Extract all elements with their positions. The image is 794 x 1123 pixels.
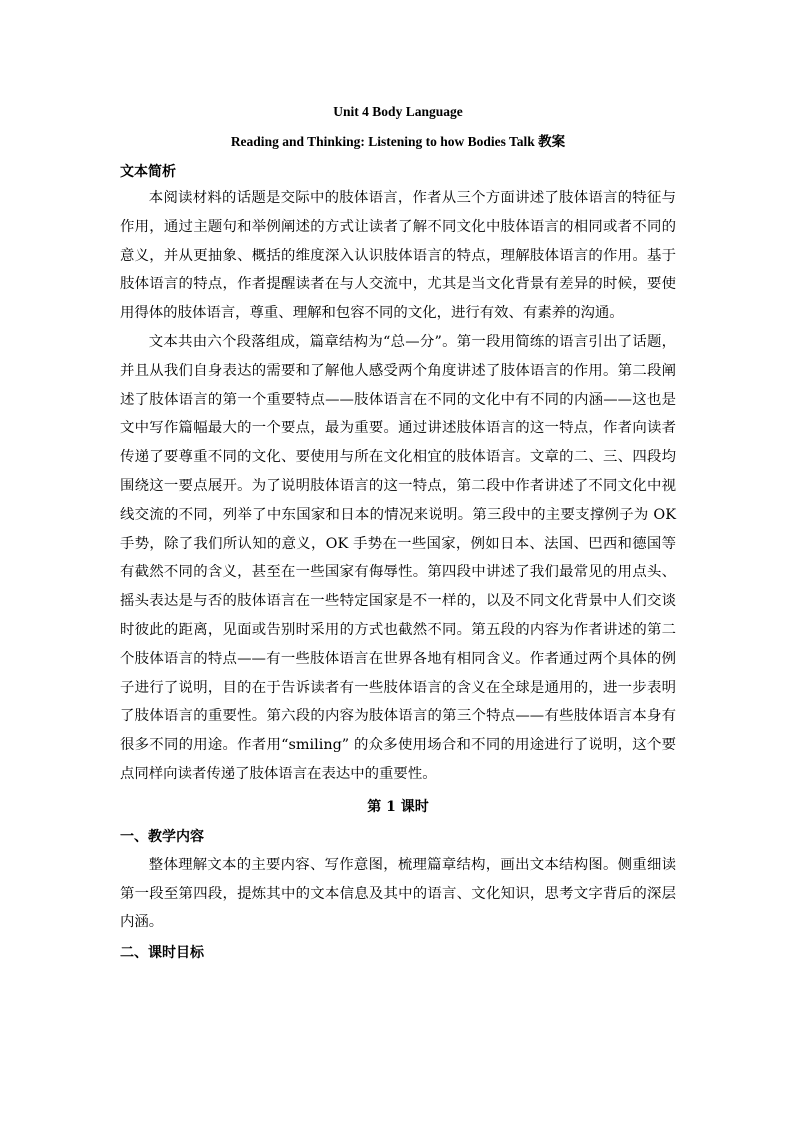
paragraph-teaching-content: 整体理解文本的主要内容、写作意图，梳理篇章结构，画出文本结构图。侧重细读第一段至第四段，提炼其中的文本信息及其中的语言、文化知识，思考文字背后的深层内涵。: [120, 856, 676, 931]
document-title: Unit 4 Body Language: [333, 104, 463, 119]
document-page: [120, 100, 676, 967]
section-heading-teaching-content: 一、教学内容: [120, 828, 204, 845]
document-subtitle: Reading and Thinking: Listening to how Bodies Talk 教案: [230, 134, 566, 149]
paragraph-intro: 本阅读材料的话题是交际中的肢体语言，作者从三个方面讲述了肢体语言的特征与作用，通过主题句和举例阐述的方式让读者了解不同文化中肢体语言的相同或者不同的意义，并从更抽象、概括的维度深入认识肢体语言的特点，理解肢体语言的作用。基于肢体语言的特点，作者提醒读者在与人交流中，尤其是当文化背景有差异的时候，要使用得体的肢体语言，尊重、理解和包容不同的文化，进行有效、有素养的沟通。: [120, 190, 676, 322]
paragraph-structure: 文本共由六个段落组成，篇章结构为“总—分”。第一段用简练的语言引出了话题，并且从我们自身表达的需要和了解他人感受两个角度讲述了肢体语言的作用。第二段阐述了肢体语言的第一个重要特点——肢体语言在不同的文化中有不同的内涵——这也是文中写作篇幅最大的一个要点，最为重要。通过讲述肢体语言的这一特点，作者向读者传递了要尊重不同的文化、要使用与所在文化相宜的肢体语言。文章的二、三、四段均围绕这一要点展开。为了说明肢体语言的这一特点，第二段中作者讲述了不同文化中视线交流的不同，列举了中东国家和日本的情况来说明。第三段中的主要支撑例子为 OK 手势，除了我们所认知的意义，OK 手势在一些国家，例如日本、法国、巴西和德国等有截然不同的含义，甚至在一些国家有侮辱性。第四段中讲述了我们最常见的用点头、摇头表达是与否的肢体语言在一些特定国家是不一样的，以及不同文化背景中人们交谈时彼此的距离，见面或告别时采用的方式也截然不同。第五段的内容为作者讲述的第二个肢体语言的特点——有一些肢体语言在世界各地有相同含义。作者通过两个具体的例子进行了说明，目的在于告诉读者有一些肢体语言的含义在全球是通用的，进一步表明了肢体语言的重要性。第六段的内容为肢体语言的第三个特点——有些肢体语言本身有很多不同的用途。作者用“smiling” 的众多使用场合和不同的用途进行了说明，这个要点同样向读者传递了肢体语言在表达中的重要性。: [120, 333, 676, 782]
section-heading-text-analysis: 文本简析: [120, 164, 176, 180]
lesson-heading: 第 1 课时: [367, 798, 429, 815]
section-heading-lesson-goals: 二、课时目标: [120, 945, 204, 962]
